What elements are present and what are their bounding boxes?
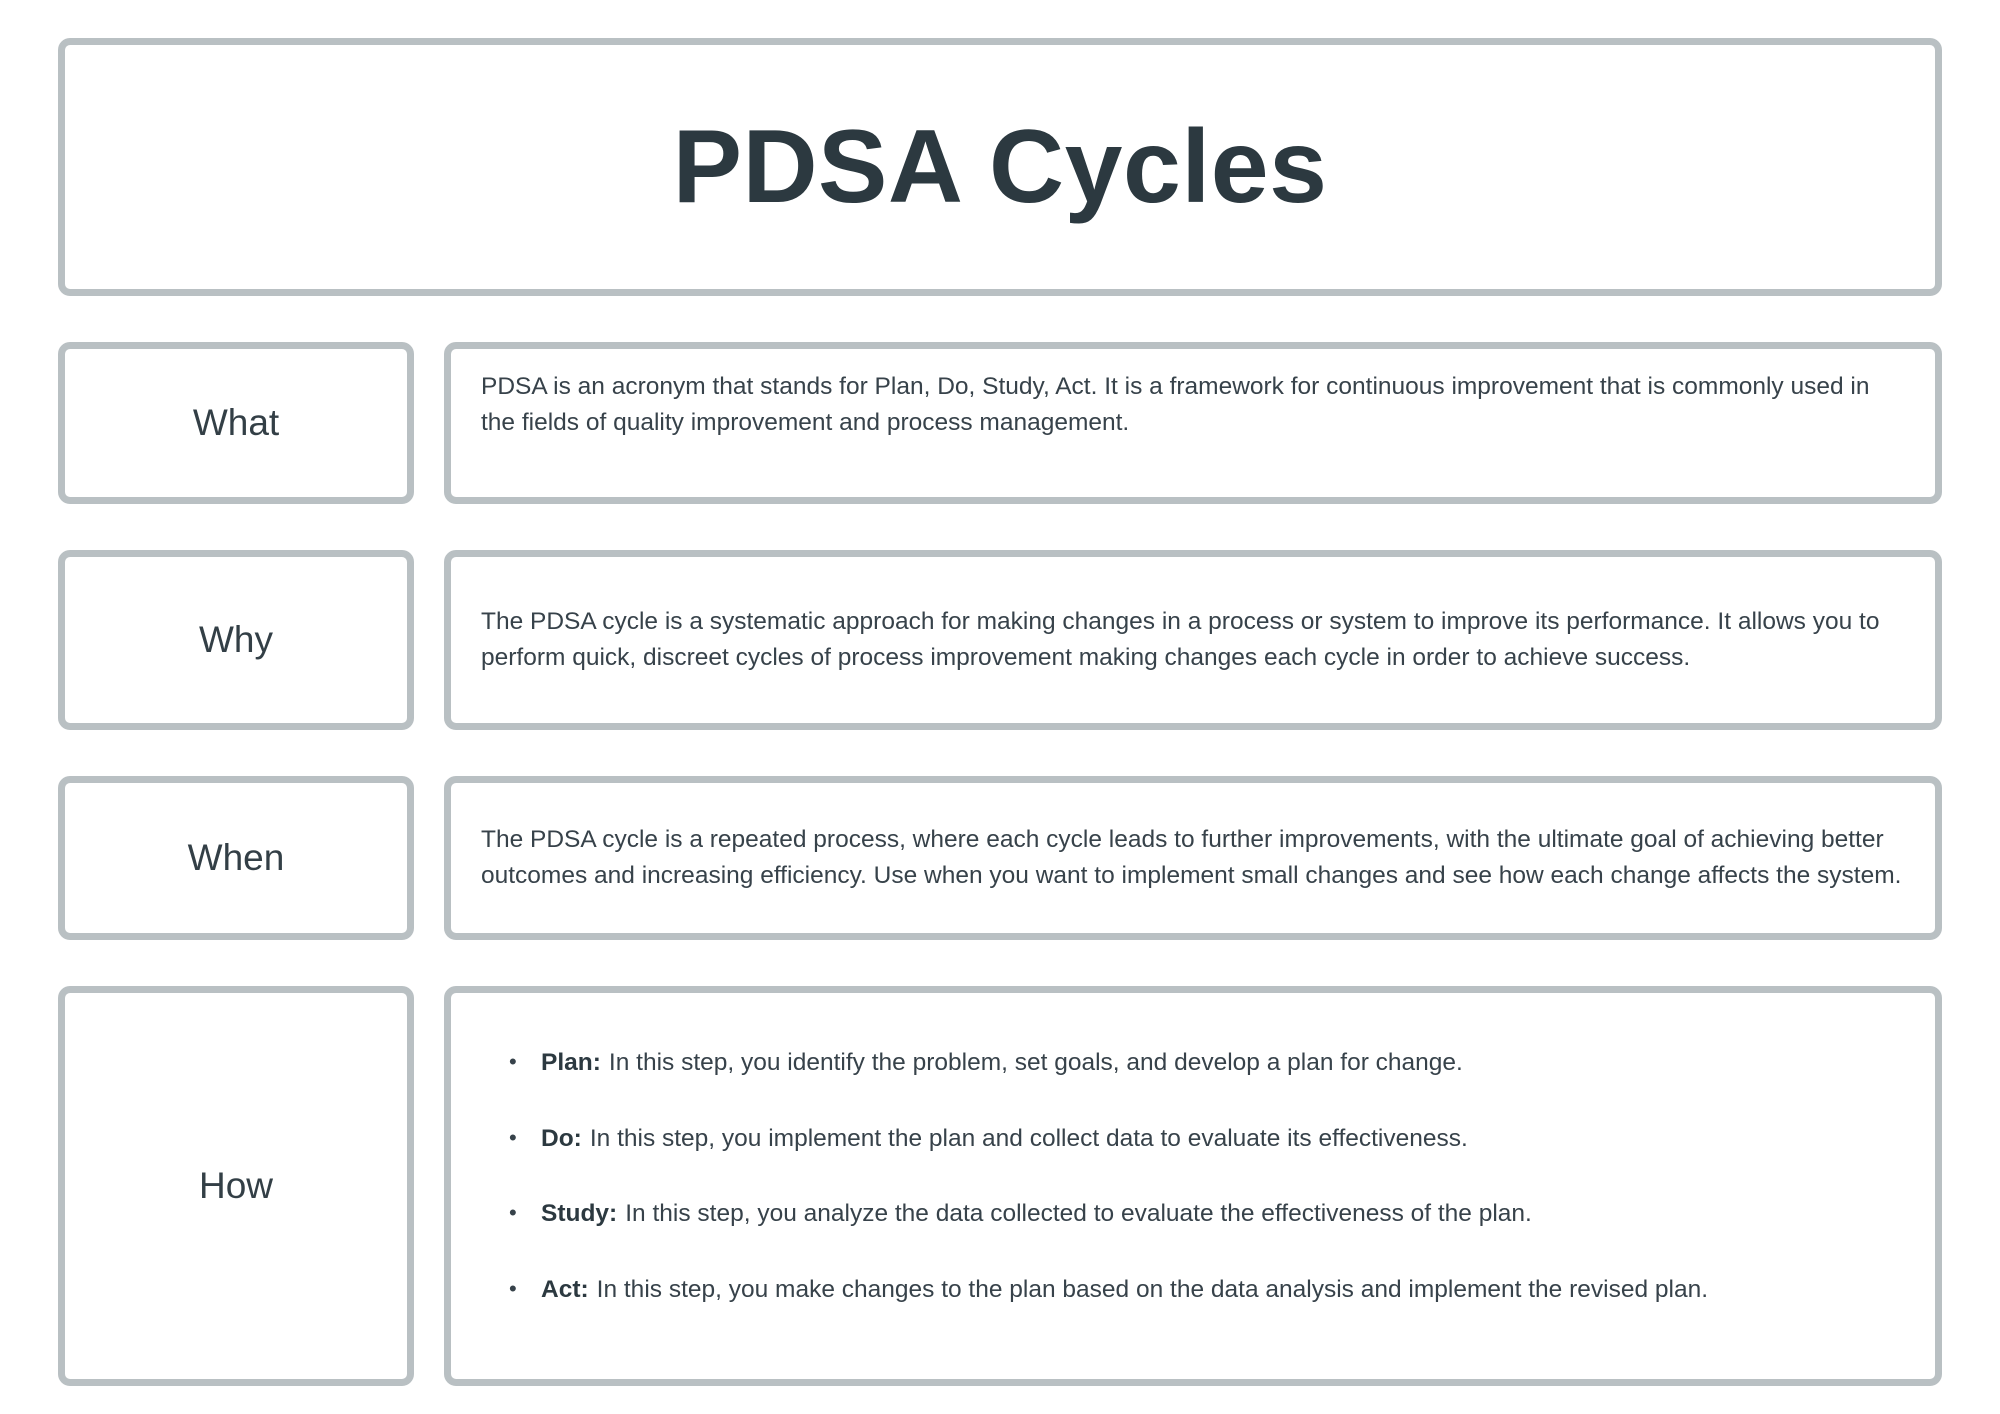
section-text-when: The PDSA cycle is a repeated process, where each cycle leads to further improvements, with the ultimate goal of achieving better outcomes and increasing efficiency. Use when you want to implement small changes and see how each change affects the system. xyxy=(481,826,1902,889)
section-row-why xyxy=(58,550,1942,730)
page-title: PDSA Cycles xyxy=(672,108,1328,225)
section-text-why: The PDSA cycle is a systematic approach for making changes in a process or system to improve its performance. It allows you to perform quick, discreet cycles of process improvement making changes each cycle in order to achieve success. xyxy=(481,608,1880,671)
section-content-box-what xyxy=(444,342,1942,504)
section-label-why: Why xyxy=(199,619,273,660)
title-box xyxy=(58,38,1942,296)
section-row-what xyxy=(58,342,1942,504)
section-label-box-what xyxy=(58,342,414,504)
section-content-box-when xyxy=(444,776,1942,940)
bullet-term-plan: Plan: xyxy=(541,1049,601,1076)
section-label-box-why xyxy=(58,550,414,730)
bullet-term-study: Study: xyxy=(541,1200,618,1228)
bullet-item-study xyxy=(509,1196,1905,1232)
bullet-term-act: Act: xyxy=(541,1275,589,1303)
section-content-box-how xyxy=(444,986,1942,1386)
bullet-text-plan: In this step, you identify the problem, set goals, and develop a plan for change. xyxy=(608,1049,1463,1076)
bullet-item-act xyxy=(509,1272,1905,1308)
how-bullet-list xyxy=(481,1045,1905,1347)
section-label-what: What xyxy=(192,402,280,443)
section-text-what: PDSA is an acronym that stands for Plan, Do, Study, Act. It is a framework for continuous improvement that is commonly used in the fields of quality improvement and process management. xyxy=(481,373,1870,436)
bullet-text-do: In this step, you implement the plan and collect data to evaluate its effectiveness. xyxy=(589,1124,1468,1152)
section-label-box-how xyxy=(58,986,414,1386)
section-content-box-why xyxy=(444,550,1942,730)
section-row-how xyxy=(58,986,1942,1386)
bullet-text-act: In this step, you make changes to the plan based on the data analysis and implement the revised plan. xyxy=(596,1275,1709,1303)
section-label-when: When xyxy=(187,837,285,878)
bullet-item-do xyxy=(509,1121,1905,1157)
bullet-text-study: In this step, you analyze the data collected to evaluate the effectiveness of the plan. xyxy=(625,1200,1532,1228)
section-label-how: How xyxy=(198,1165,274,1206)
section-label-box-when xyxy=(58,776,414,940)
section-row-when xyxy=(58,776,1942,940)
bullet-item-plan xyxy=(509,1045,1905,1081)
bullet-term-do: Do: xyxy=(541,1124,582,1152)
